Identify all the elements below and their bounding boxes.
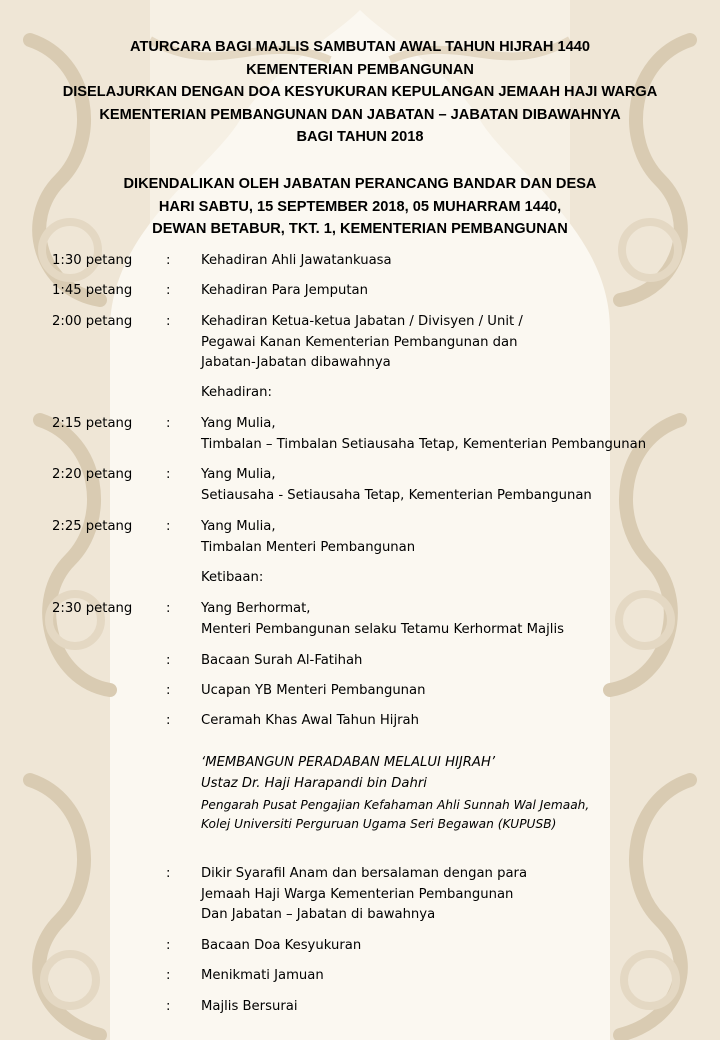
item-line: Yang Mulia,	[201, 467, 276, 482]
item-line: Yang Mulia,	[201, 416, 276, 431]
schedule-item	[201, 281, 711, 302]
item-line: Timbalan – Timbalan Setiausaha Tetap, Kementerian Pembangunan	[201, 436, 647, 452]
schedule-item	[201, 997, 711, 1018]
schedule-time: 2:15 petang	[52, 416, 133, 431]
title-block	[0, 36, 720, 149]
colon: :	[166, 713, 171, 728]
schedule-item	[201, 414, 711, 455]
title-line: BAGI TAHUN 2018	[296, 129, 424, 145]
item-line: Pegawai Kanan Kementerian Pembangunan dan	[201, 334, 518, 350]
schedule-time: 1:45 petang	[52, 283, 133, 298]
colon: :	[166, 467, 171, 482]
schedule-time: 2:00 petang	[52, 314, 133, 329]
colon: :	[166, 416, 171, 431]
colon: :	[166, 314, 171, 329]
title-line: KEMENTERIAN PEMBANGUNAN	[246, 61, 474, 78]
schedule-item	[201, 711, 711, 732]
colon: :	[166, 938, 171, 953]
schedule-item	[201, 312, 711, 374]
subtitle-line: DIKENDALIKAN OLEH JABATAN PERANCANG BANDAR DAN DESA	[123, 176, 597, 192]
item-line: Bacaan Surah Al-Fatihah	[201, 653, 363, 668]
schedule-time: 1:30 petang	[52, 253, 133, 268]
schedule-item	[201, 465, 711, 506]
colon: :	[166, 683, 171, 698]
schedule-item	[201, 251, 711, 272]
lecture-affiliation: Pengarah Pusat Pengajian Kefahaman Ahli Sunnah Wal Jemaah,	[201, 798, 590, 812]
schedule-item	[201, 864, 711, 926]
schedule-item	[201, 517, 711, 558]
lecture-speaker: Ustaz Dr. Haji Harapandi bin Dahri	[201, 776, 427, 791]
item-line: Jabatan-Jabatan dibawahnya	[201, 355, 391, 370]
ketibaan-label: Ketibaan:	[201, 570, 264, 585]
subtitle-line: HARI SABTU, 15 SEPTEMBER 2018, 05 MUHARRAM 1440,	[158, 198, 562, 215]
schedule-item	[201, 936, 711, 957]
colon: :	[166, 519, 171, 534]
item-line: Ucapan YB Menteri Pembangunan	[201, 683, 426, 698]
subtitle-line: DEWAN BETABUR, TKT. 1, KEMENTERIAN PEMBANGUNAN	[152, 221, 568, 237]
schedule-item	[201, 681, 711, 702]
colon: :	[166, 999, 171, 1014]
item-line: Yang Berhormat,	[201, 601, 311, 616]
item-line: Menikmati Jamuan	[201, 968, 324, 983]
lecture-affiliation: Kolej Universiti Perguruan Ugama Seri Begawan (KUPUSB)	[201, 817, 557, 831]
item-line: Kehadiran Ketua-ketua Jabatan / Divisyen / Unit /	[201, 314, 523, 329]
item-line: Kehadiran Ahli Jawatankuasa	[201, 253, 392, 268]
colon: :	[166, 283, 171, 298]
item-line: Jemaah Haji Warga Kementerian Pembangunan	[201, 886, 514, 902]
colon: :	[166, 866, 171, 881]
subtitle-block	[0, 173, 720, 241]
lecture-title: ‘MEMBANGUN PERADABAN MELALUI HIJRAH’	[201, 755, 496, 770]
item-line: Ceramah Khas Awal Tahun Hijrah	[201, 713, 419, 728]
colon: :	[166, 601, 171, 616]
schedule-item	[201, 599, 711, 640]
item-line: Menteri Pembangunan selaku Tetamu Kerhormat Majlis	[201, 621, 564, 637]
item-line: Dan Jabatan – Jabatan di bawahnya	[201, 907, 436, 922]
item-line: Yang Mulia,	[201, 519, 276, 534]
schedule-time: 2:25 petang	[52, 519, 133, 534]
item-line: Setiausaha - Setiausaha Tetap, Kementerian Pembangunan	[201, 487, 592, 503]
item-line: Dikir Syarafil Anam dan bersalaman dengan para	[201, 866, 528, 881]
title-line: KEMENTERIAN PEMBANGUNAN DAN JABATAN – JABATAN DIBAWAHNYA	[99, 106, 621, 123]
colon: :	[166, 968, 171, 983]
item-line: Timbalan Menteri Pembangunan	[201, 539, 416, 555]
schedule-item	[201, 651, 711, 672]
schedule-time: 2:20 petang	[52, 467, 133, 482]
title-line: DISELAJURKAN DENGAN DOA KESYUKURAN KEPULANGAN JEMAAH HAJI WARGA	[62, 84, 658, 100]
item-line: Bacaan Doa Kesyukuran	[201, 938, 362, 953]
schedule-item	[201, 966, 711, 987]
title-line: ATURCARA BAGI MAJLIS SAMBUTAN AWAL TAHUN HIJRAH 1440	[130, 39, 590, 55]
item-line: Kehadiran Para Jemputan	[201, 283, 368, 298]
colon: :	[166, 253, 171, 268]
schedule-time: 2:30 petang	[52, 601, 133, 616]
colon: :	[166, 653, 171, 668]
kehadiran-label: Kehadiran:	[201, 385, 272, 400]
item-line: Majlis Bersurai	[201, 999, 298, 1014]
